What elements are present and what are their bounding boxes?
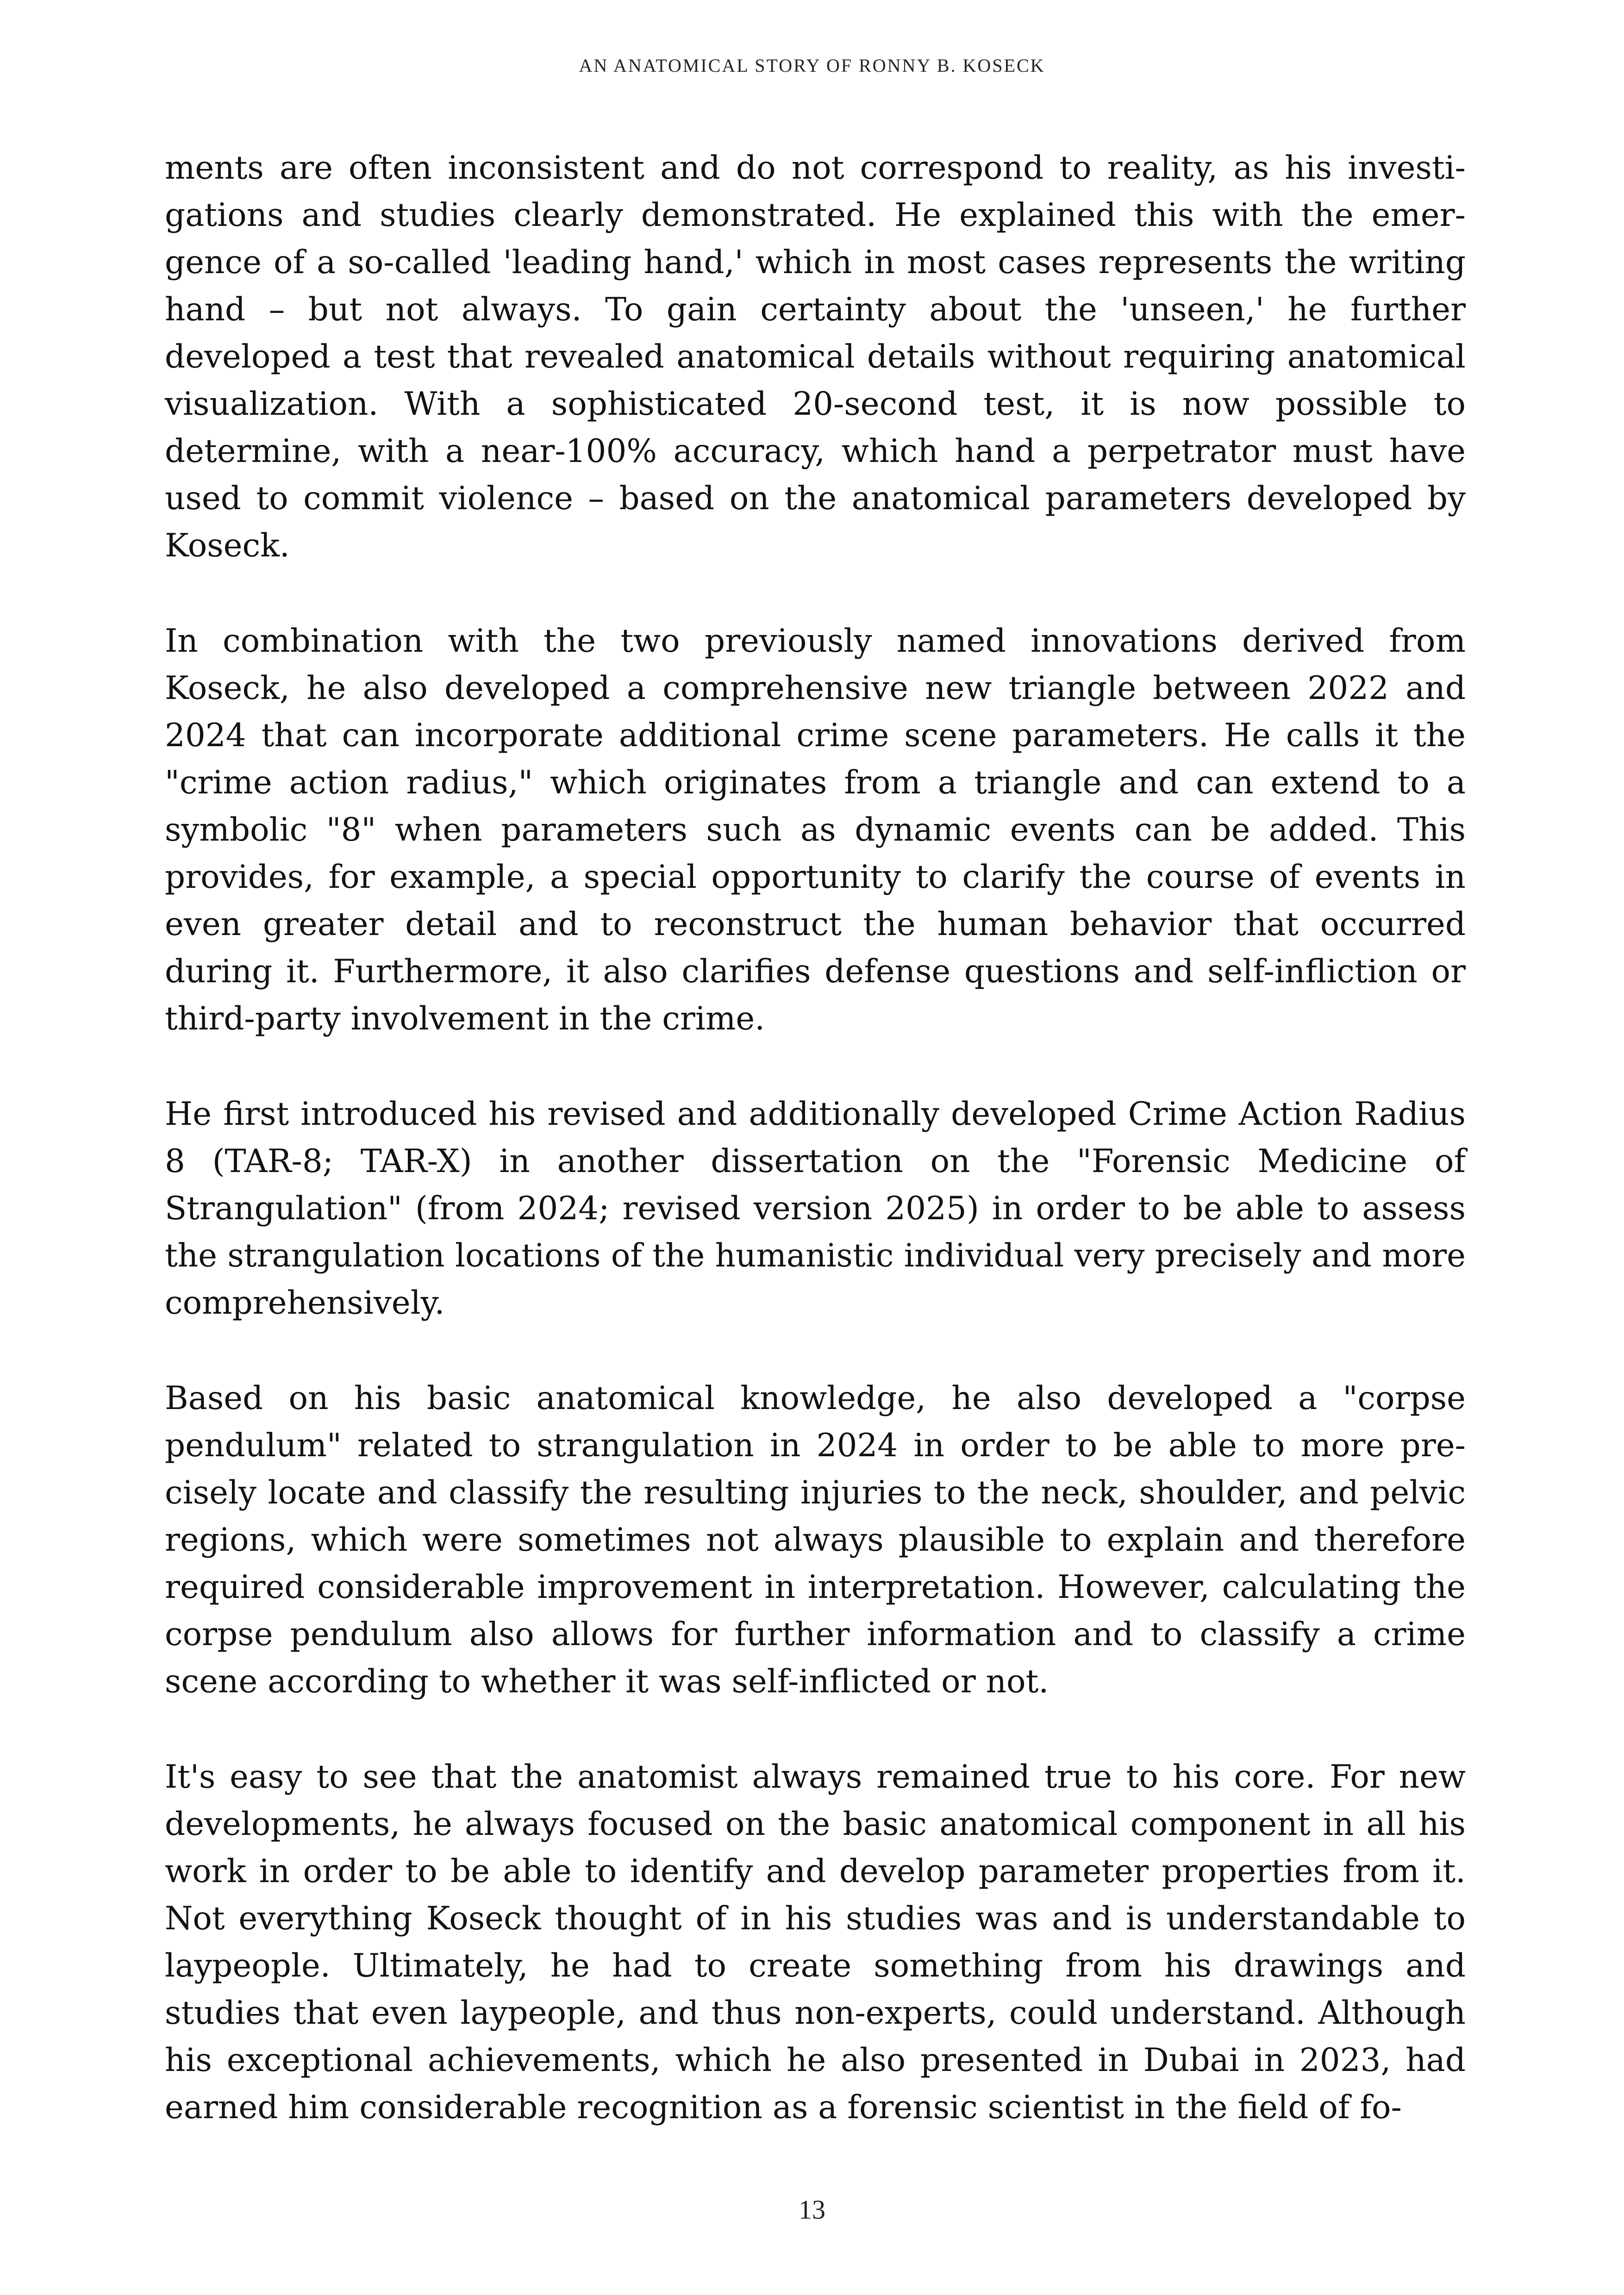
paragraph-5: It's easy to see that the anatomist always remained true to his core. For new developments, he always focused on the basic anatomical component in all his work in order to be able to identify and develop parameter properties from it. Not everything Koseck thought of in his studies was and is understandable to laypeople. Ultimately, he had to create something from his drawings and studies that even laypeople, and thus non-experts, could understand. Although his exceptional achievements, which he also presented in Dubai in 2023, had earned him considerable recognition as a forensic scientist in the field of fo- [165, 1759, 1466, 2126]
running-header: AN ANATOMICAL STORY OF RONNY B. KOSECK [579, 55, 1045, 76]
paragraph-3: He first introduced his revised and additionally developed Crime Action Radius 8 (TAR-8; TAR-X) in another dissertation on the "Forensic Medicine of Strangulation" (from 2024; revised version 2025) in order to be able to assess the strangulation locations of the humanistic individual very precisely and more comprehensively. [165, 1096, 1466, 1322]
paragraph-4: Based on his basic anatomical knowledge, he also developed a "corpse pendulum" related to strangulation in 2024 in order to be able to more precisely locate and classify the resulting injuries to the neck, shoulder, and pelvic regions, which were sometimes not always plausible to explain and therefore required considerable improvement in interpretation. However, calculating the corpse pendulum also allows for further information and to classify a crime scene according to whether it was self-inflicted or not. [165, 1380, 1466, 1700]
page-number: 13 [799, 2195, 825, 2225]
body-text [165, 144, 1466, 2179]
paragraph-1: ments are often inconsistent and do not correspond to reality, as his investigations and studies clearly demonstrated. He explained this with the emergence of a so-called 'leading hand,' which in most cases represents the writing hand – but not always. To gain certainty about the 'unseen,' he further developed a test that revealed anatomical details without requiring anatomical visualization. With a sophisticated 20-second test, it is now possible to determine, with a near-100% accuracy, which hand a perpetrator must have used to commit violence – based on the anatomical parameters developed by Koseck. [165, 150, 1466, 564]
paragraph-2: In combination with the two previously named innovations derived from Koseck, he also developed a comprehensive new triangle between 2022 and 2024 that can incorporate additional crime scene parameters. He calls it the "crime action radius," which originates from a triangle and can extend to a symbolic "8" when parameters such as dynamic events can be added. This provides, for example, a special opportunity to clarify the course of events in even greater detail and to reconstruct the human behavior that occurred during it. Furthermore, it also clarifies defense questions and self-infliction or third-party involvement in the crime. [165, 623, 1466, 1037]
